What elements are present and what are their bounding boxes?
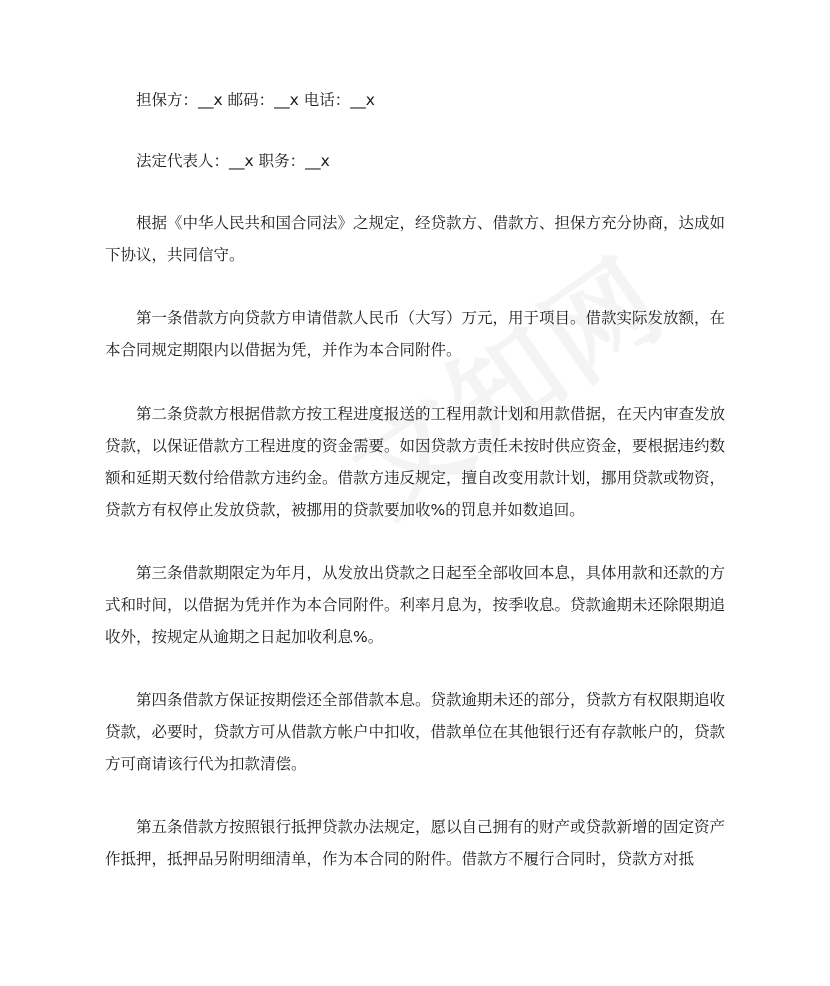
article-1-paragraph: 第一条借款方向贷款方申请借款人民币（大写）万元，用于项目。借款实际发放额，在本合同规定期限内以借据为凭，并作为本合同附件。: [105, 309, 726, 359]
guarantor-info-line: 担保方：__x 邮码：__x 电话：__x: [136, 91, 375, 109]
article-5-paragraph: 第五条借款方按照银行抵押贷款办法规定，愿以自己拥有的财产或贷款新增的固定资产作抵押，抵押品另附明细清单，作为本合同的附件。借款方不履行合同时，贷款方对抵: [105, 818, 726, 868]
article-2-paragraph: 第二条贷款方根据借款方按工程进度报送的工程用款计划和用款借据，在天内审查发放贷款，以保证借款方工程进度的资金需要。如因贷款方责任未按时供应资金，要根据违约数额和延期天数付给借款方违约金。借款方违反规定，擅自改变用款计划，挪用贷款或物资，贷款方有权停止发放贷款，被挪用的贷款要加收%的罚息并如数追回。: [105, 405, 726, 519]
article-4-paragraph: 第四条借款方保证按期偿还全部借款本息。贷款逾期未还的部分，贷款方有权限期追收贷款，必要时，贷款方可从借款方帐户中扣收，借款单位在其他银行还有存款帐户的，贷款方可商请该行代为扣款清偿。: [105, 691, 726, 773]
legal-representative-line: 法定代表人：__x 职务：__x: [136, 152, 330, 170]
article-3-paragraph: 第三条借款期限定为年月，从发放出贷款之日起至全部收回本息，具体用款和还款的方式和时间，以借据为凭并作为本合同附件。利率月息为，按季收息。贷款逾期未还除限期追收外，按规定从逾期之日起加收利息%。: [105, 564, 726, 646]
preamble-paragraph: 根据《中华人民共和国合同法》之规定，经贷款方、借款方、担保方充分协商，达成如下协议，共同信守。: [105, 214, 726, 264]
